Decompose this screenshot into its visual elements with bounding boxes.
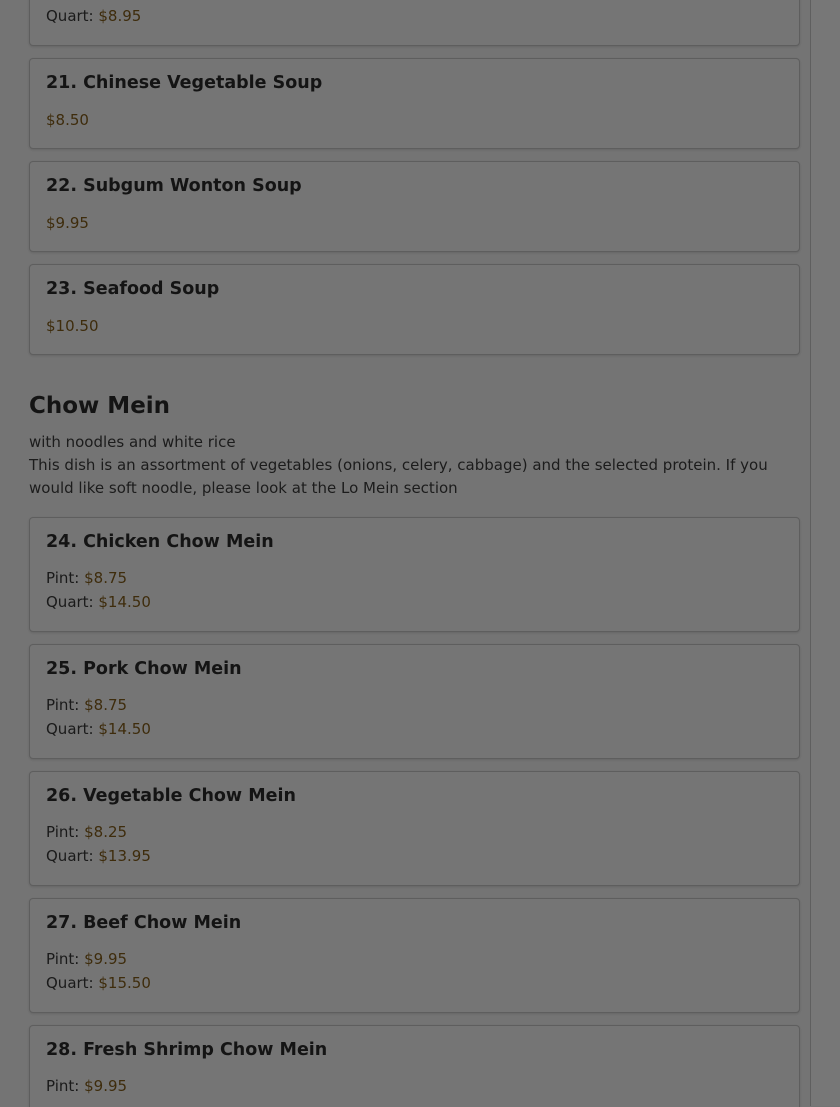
quart-label: Quart: — [46, 593, 94, 611]
quart-label: Quart: — [46, 847, 94, 865]
quart-price: $8.95 — [98, 7, 142, 25]
pint-price: $8.25 — [84, 823, 128, 841]
pint-price-line — [46, 569, 127, 587]
page-scrollbar[interactable] — [810, 0, 840, 1106]
pint-label: Pint: — [46, 696, 80, 714]
quart-label: Quart: — [46, 720, 94, 738]
quart-price: $13.95 — [98, 847, 151, 865]
quart-price-line — [46, 974, 151, 992]
pint-label: Pint: — [46, 950, 80, 968]
quart-price: $15.50 — [98, 974, 151, 992]
pint-label: Pint: — [46, 823, 80, 841]
quart-price: $14.50 — [98, 593, 151, 611]
pint-label: Pint: — [46, 1077, 80, 1095]
menu-item-card[interactable] — [29, 517, 800, 632]
quart-label: Quart: — [46, 7, 94, 25]
quart-price-line — [46, 593, 151, 611]
menu-item-card[interactable] — [29, 898, 800, 1013]
menu-item-title: 21. Chinese Vegetable Soup — [46, 73, 323, 93]
section-subtitle: with noodles and white rice — [29, 433, 236, 451]
menu-item-title: 23. Seafood Soup — [46, 279, 220, 299]
menu-item-card[interactable] — [29, 161, 800, 252]
quart-price-line — [46, 847, 151, 865]
quart-price: $14.50 — [98, 720, 151, 738]
menu-item-card[interactable] — [29, 58, 800, 149]
menu-item-title: 22. Subgum Wonton Soup — [46, 176, 302, 196]
pint-price: $9.95 — [84, 950, 128, 968]
menu-item-card[interactable] — [29, 264, 800, 355]
menu-item-title: 25. Pork Chow Mein — [46, 659, 242, 679]
pint-price-line — [46, 696, 127, 714]
menu-item-title: 27. Beef Chow Mein — [46, 913, 242, 933]
quart-price-line — [46, 7, 141, 25]
menu-item-card[interactable] — [29, 1025, 800, 1107]
menu-item-price: $10.50 — [46, 317, 99, 335]
section-title: Chow Mein — [29, 393, 171, 419]
quart-label: Quart: — [46, 974, 94, 992]
menu-item-title: 28. Fresh Shrimp Chow Mein — [46, 1040, 328, 1060]
section-description: This dish is an assortment of vegetables (onions, celery, cabbage) and the selected protein. If you would like soft noodle, please look at the Lo Mein section — [29, 456, 768, 497]
pint-price: $8.75 — [84, 696, 128, 714]
menu-item-card[interactable] — [29, 0, 800, 46]
menu-item-card[interactable] — [29, 771, 800, 886]
pint-price: $8.75 — [84, 569, 128, 587]
pint-price: $9.95 — [84, 1077, 128, 1095]
pint-price-line — [46, 823, 127, 841]
pint-price-line — [46, 1077, 127, 1095]
menu-item-card[interactable] — [29, 644, 800, 759]
quart-price-line — [46, 720, 151, 738]
menu-item-title: 24. Chicken Chow Mein — [46, 532, 274, 552]
pint-label: Pint: — [46, 569, 80, 587]
pint-price-line — [46, 950, 127, 968]
menu-item-price: $8.50 — [46, 111, 89, 129]
menu-item-title: 26. Vegetable Chow Mein — [46, 786, 296, 806]
menu-item-price: $9.95 — [46, 214, 89, 232]
